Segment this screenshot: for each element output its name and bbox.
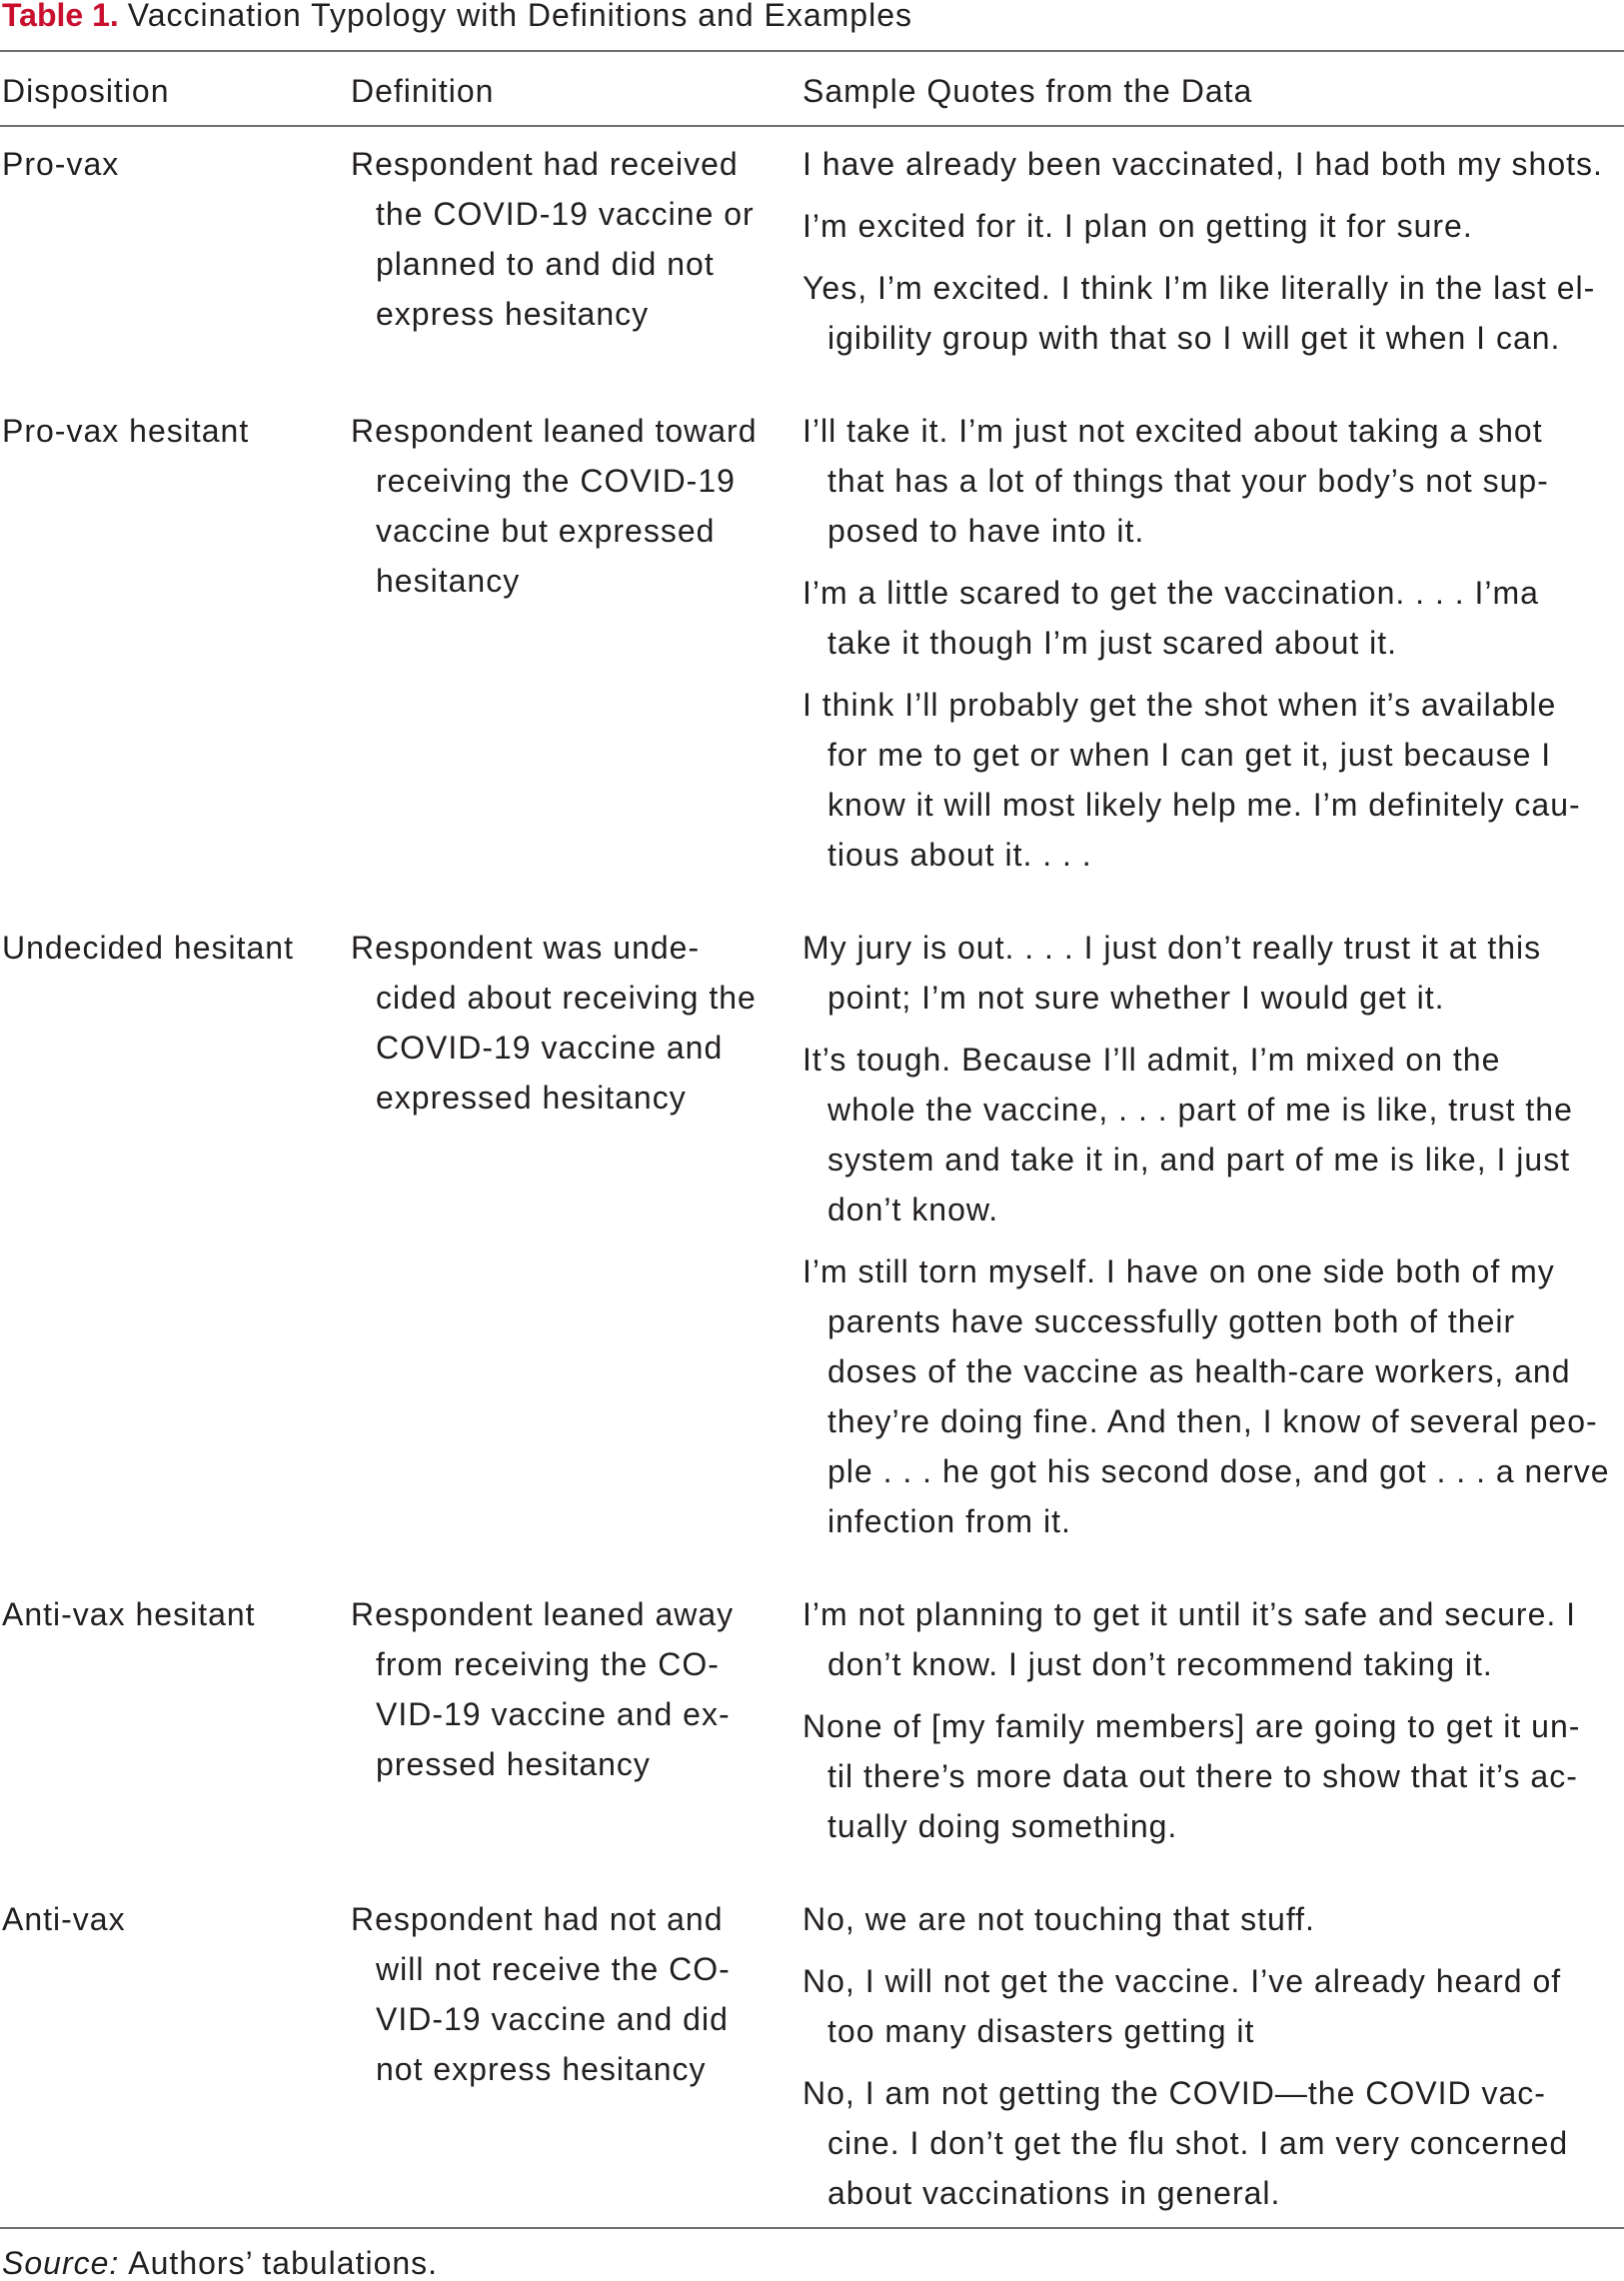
- disposition-cell: [2, 923, 351, 1546]
- quote-line: that has a lot of things that your body’s not sup-: [827, 463, 1549, 499]
- definition-line: planned to and did not: [376, 246, 715, 282]
- disposition-label: Pro-vax hesitant: [2, 413, 250, 449]
- table-row: [0, 1577, 1624, 1882]
- quote-line: It’s tough. Because I’ll admit, I’m mixed on the: [803, 1042, 1501, 1078]
- sample-quote: [803, 568, 1624, 668]
- table-header: [0, 52, 1624, 125]
- source-label: Source:: [2, 2245, 120, 2281]
- quote-line: My jury is out. . . . I just don’t really trust it at this: [803, 930, 1542, 966]
- quotes-cell: [803, 923, 1624, 1546]
- quote-line: take it though I’m just scared about it.: [827, 625, 1398, 661]
- definition-line: VID-19 vaccine and did: [376, 2001, 729, 2037]
- definition-line: cided about receiving the: [376, 980, 757, 1016]
- quotes-cell: [803, 406, 1624, 880]
- sample-quote: [803, 1701, 1624, 1851]
- quote-line: posed to have into it.: [827, 513, 1145, 549]
- quotes-cell: [803, 1894, 1624, 2218]
- definition-line: COVID-19 vaccine and: [376, 1030, 724, 1066]
- quote-line: too many disasters getting it: [827, 2013, 1255, 2049]
- sample-quote: [803, 1956, 1624, 2056]
- definition-line: will not receive the CO-: [376, 1951, 731, 1987]
- table-row: [0, 127, 1624, 394]
- table-row: [0, 911, 1624, 1577]
- table-row: [0, 1882, 1624, 2227]
- quotes-cell: [803, 139, 1624, 363]
- definition-line: Respondent had not and: [351, 1901, 724, 1937]
- definition-line: Respondent leaned toward: [351, 413, 758, 449]
- sample-quote: [803, 263, 1624, 363]
- quote-line: doses of the vaccine as health-care workers, and: [827, 1353, 1571, 1389]
- column-header-disposition: Disposition: [2, 73, 170, 109]
- definition-line: Respondent was unde-: [351, 930, 701, 966]
- quote-line: I’m a little scared to get the vaccination. . . . I’ma: [803, 575, 1539, 611]
- sample-quote: [803, 406, 1624, 556]
- definition-line: from receiving the CO-: [376, 1646, 720, 1682]
- quote-line: None of [my family members] are going to get it un-: [803, 1708, 1581, 1744]
- quote-line: ple . . . he got his second dose, and got . . . a nerve: [827, 1453, 1610, 1489]
- sample-quote: [803, 680, 1624, 880]
- table-number: Table 1.: [2, 0, 119, 33]
- sample-quote: [803, 923, 1624, 1023]
- disposition-label: Anti-vax hesitant: [2, 1596, 256, 1632]
- definition-line: express hesitancy: [376, 296, 650, 332]
- quote-line: point; I’m not sure whether I would get it.: [827, 980, 1445, 1016]
- quote-line: No, I am not getting the COVID—the COVID vac-: [803, 2075, 1546, 2111]
- definition-line: hesitancy: [376, 563, 521, 599]
- column-header-definition: Definition: [351, 73, 495, 109]
- table-source-note: [0, 2229, 1624, 2280]
- disposition-cell: [2, 1894, 351, 2218]
- definition-line: receiving the COVID-19: [376, 463, 736, 499]
- sample-quote: [803, 1035, 1624, 1234]
- table-caption: Vaccination Typology with Definitions and Examples: [127, 0, 912, 33]
- definition-line: expressed hesitancy: [376, 1080, 687, 1116]
- quote-line: they’re doing fine. And then, I know of several peo-: [827, 1403, 1598, 1439]
- disposition-label: Pro-vax: [2, 146, 120, 182]
- quote-line: infection from it.: [827, 1503, 1071, 1539]
- sample-quote: [803, 139, 1624, 189]
- definition-line: VID-19 vaccine and ex-: [376, 1696, 731, 1732]
- quote-line: til there’s more data out there to show that it’s ac-: [827, 1758, 1578, 1794]
- definition-cell: [351, 406, 803, 880]
- sample-quote: [803, 1894, 1624, 1944]
- sample-quote: [803, 201, 1624, 251]
- disposition-label: Undecided hesitant: [2, 930, 294, 966]
- definition-line: pressed hesitancy: [376, 1746, 651, 1782]
- table-row: [0, 394, 1624, 911]
- quote-line: about vaccinations in general.: [827, 2175, 1281, 2211]
- sample-quote: [803, 1246, 1624, 1546]
- quote-line: know it will most likely help me. I’m definitely cau-: [827, 787, 1581, 823]
- quote-line: for me to get or when I can get it, just because I: [827, 737, 1552, 773]
- quote-line: Yes, I’m excited. I think I’m like literally in the last el-: [803, 270, 1596, 306]
- quote-line: No, we are not touching that stuff.: [803, 1901, 1315, 1937]
- quote-line: tious about it. . . .: [827, 837, 1092, 873]
- quote-line: I’ll take it. I’m just not excited about taking a shot: [803, 413, 1543, 449]
- disposition-cell: [2, 406, 351, 880]
- definition-line: the COVID-19 vaccine or: [376, 196, 755, 232]
- quotes-cell: [803, 1589, 1624, 1851]
- quote-line: tually doing something.: [827, 1808, 1178, 1844]
- quote-line: I have already been vaccinated, I had both my shots.: [803, 146, 1603, 182]
- definition-cell: [351, 1589, 803, 1851]
- quote-line: I’m not planning to get it until it’s safe and secure. I: [803, 1596, 1577, 1632]
- quote-line: parents have successfully gotten both of their: [827, 1303, 1516, 1339]
- disposition-label: Anti-vax: [2, 1901, 126, 1937]
- source-text: Authors’ tabulations.: [128, 2245, 439, 2281]
- quote-line: No, I will not get the vaccine. I’ve already heard of: [803, 1963, 1562, 1999]
- quote-line: I’m still torn myself. I have on one side both of my: [803, 1253, 1555, 1289]
- sample-quote: [803, 2068, 1624, 2218]
- quote-line: don’t know. I just don’t recommend taking it.: [827, 1646, 1493, 1682]
- sample-quote: [803, 1589, 1624, 1689]
- quote-line: I’m excited for it. I plan on getting it for sure.: [803, 208, 1473, 244]
- definition-line: not express hesitancy: [376, 2051, 707, 2087]
- disposition-cell: [2, 139, 351, 363]
- definition-line: vaccine but expressed: [376, 513, 716, 549]
- quote-line: whole the vaccine, . . . part of me is like, trust the: [827, 1092, 1573, 1128]
- definition-line: Respondent leaned away: [351, 1596, 735, 1632]
- quote-line: don’t know.: [827, 1191, 999, 1227]
- quote-line: system and take it in, and part of me is like, I just: [827, 1141, 1571, 1177]
- quote-line: cine. I don’t get the flu shot. I am very concerned: [827, 2125, 1569, 2161]
- quote-line: igibility group with that so I will get it when I can.: [827, 320, 1561, 356]
- definition-cell: [351, 139, 803, 363]
- definition-line: Respondent had received: [351, 146, 739, 182]
- disposition-cell: [2, 1589, 351, 1851]
- definition-cell: [351, 923, 803, 1546]
- definition-cell: [351, 1894, 803, 2218]
- column-header-sample-quotes: Sample Quotes from the Data: [803, 73, 1253, 109]
- quote-line: I think I’ll probably get the shot when it’s available: [803, 687, 1557, 723]
- table-title: [0, 0, 1624, 33]
